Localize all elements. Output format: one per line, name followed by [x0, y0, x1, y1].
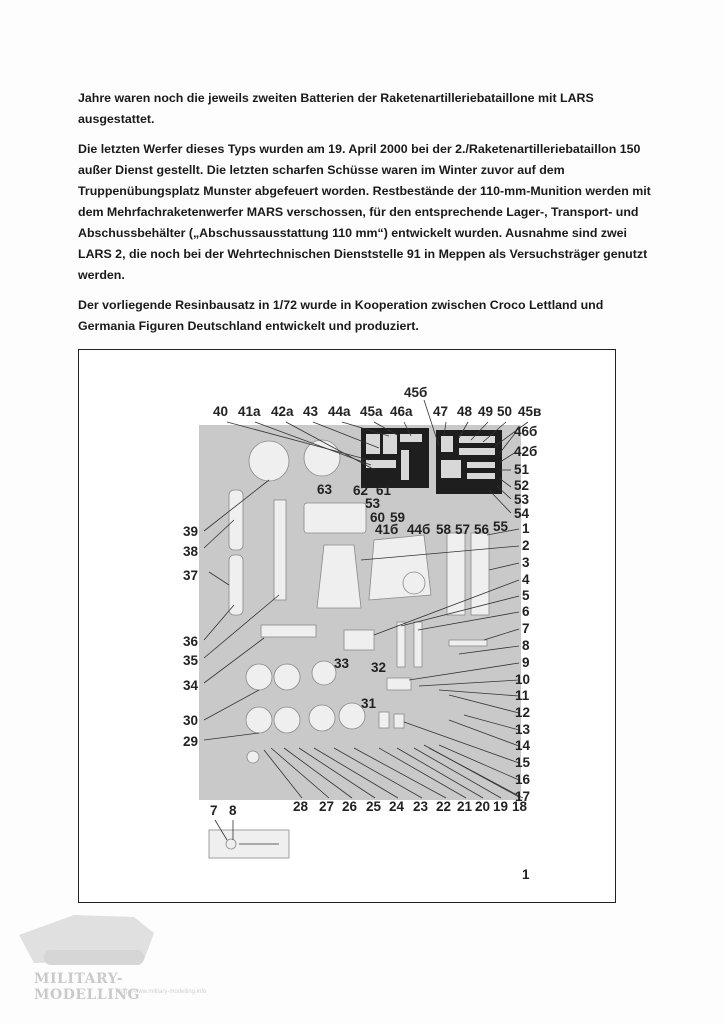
callout-9: 9	[522, 655, 530, 670]
callout-34: 34	[183, 678, 199, 693]
callout-42a: 42a	[271, 404, 294, 419]
callout-57: 57	[455, 522, 471, 537]
callout-48: 48	[457, 404, 473, 419]
callout-46a: 46a	[390, 404, 413, 419]
callout-56: 56	[474, 522, 490, 537]
callout-25: 25	[366, 799, 382, 814]
paragraph-2: Die letzten Werfer dieses Typs wurden am 19. April 2000 bei der 2./Raketenartilleriebataillon 150 außer Dienst gestellt. Die letzten scharfen Schüsse waren im Winter zuvor auf dem Truppenübungsplatz Munster abgefeuert worden. Restbestände der 110-mm-Munition werden mit dem Mehrfachraketenwerfer MARS verschossen, für den entsprechende Lager-, Transport- und Abschussbehälter („Abschussausstattung 110 mm“) entwickelt wurden. Ausnahme sind zwei LARS 2, die noch bei der Wehrtechnischen Dienststelle 91 in Meppen als Versuchsträger genutzt werden.	[78, 142, 651, 282]
part-3	[447, 533, 465, 615]
callout-3: 3	[522, 555, 530, 570]
left-callouts	[183, 524, 199, 749]
callout-41a: 41a	[238, 404, 261, 419]
small-part-28	[247, 751, 259, 763]
callout-31: 31	[361, 696, 377, 711]
callout-inset-8: 8	[229, 803, 237, 818]
callout-30: 30	[183, 713, 199, 728]
part-38	[229, 490, 243, 550]
callout-60: 60	[370, 510, 386, 525]
callout-43: 43	[303, 404, 319, 419]
part-3b	[471, 533, 489, 615]
part-31	[379, 712, 389, 728]
paragraph-1: Jahre waren noch die jeweils zweiten Batterien der Raketenartilleriebataillone mit LARS ausgestattet.	[78, 91, 594, 126]
callout-51: 51	[514, 462, 530, 477]
wheel-29b	[274, 707, 300, 733]
callout-37: 37	[183, 568, 199, 583]
callout-4: 4	[522, 572, 530, 587]
part-4	[344, 630, 374, 650]
callout-inset-7: 7	[210, 803, 218, 818]
callout-24: 24	[389, 799, 405, 814]
watermark-text: MILITARY-MODELLING	[34, 971, 140, 1003]
paragraph-3: Der vorliegende Resinbausatz in 1/72 wurde in Kooperation zwischen Croco Lettland und Germania Figuren Deutschland entwickelt und produziert.	[78, 298, 604, 333]
top-callouts	[213, 385, 541, 419]
callout-59: 59	[390, 510, 406, 525]
watermark	[14, 905, 214, 1015]
watermark-subtext: http://www.military-modelling.info	[119, 989, 207, 995]
wheel-part-41	[304, 440, 340, 476]
callout-17: 17	[515, 789, 531, 804]
callout-14: 14	[515, 738, 531, 753]
callout-62: 62	[353, 483, 369, 498]
callout-12: 12	[515, 705, 531, 720]
frame-part-35	[274, 500, 286, 600]
callout-40: 40	[213, 404, 229, 419]
callout-21: 21	[457, 799, 473, 814]
callout-32: 32	[371, 660, 387, 675]
callout-63: 63	[317, 482, 333, 497]
callout-54: 54	[514, 506, 530, 521]
callout-35: 35	[183, 653, 199, 668]
callout-55: 55	[493, 519, 509, 534]
callout-39: 39	[183, 524, 199, 539]
callout-19: 19	[493, 799, 509, 814]
callout-2: 2	[522, 538, 530, 553]
callout-45v: 45в	[518, 404, 542, 419]
parts-diagram	[79, 350, 617, 904]
callout-11: 11	[515, 688, 530, 703]
callout-44a: 44a	[328, 404, 351, 419]
wheel-30a	[246, 664, 272, 690]
callout-50: 50	[497, 404, 513, 419]
callout-49: 49	[478, 404, 494, 419]
wheel-29c	[309, 705, 335, 731]
callout-45a: 45a	[360, 404, 383, 419]
callout-23: 23	[413, 799, 429, 814]
callout-18: 18	[512, 799, 528, 814]
callout-45b: 45б	[404, 385, 428, 400]
callout-5: 5	[522, 588, 530, 603]
callout-28: 28	[293, 799, 309, 814]
part-63	[304, 503, 366, 533]
figure-page-number: 1	[522, 867, 530, 882]
callout-44b: 44б	[407, 522, 431, 537]
bottom-callouts	[293, 799, 528, 814]
part-10	[387, 678, 411, 690]
callout-27: 27	[319, 799, 335, 814]
inset-wheel	[226, 839, 236, 849]
wheel-29a	[246, 707, 272, 733]
callout-20: 20	[475, 799, 491, 814]
callout-36: 36	[183, 634, 199, 649]
part-2	[317, 545, 361, 608]
callout-33: 33	[334, 656, 350, 671]
part-5	[397, 622, 405, 667]
callout-52: 52	[514, 478, 530, 493]
part-36	[229, 555, 243, 615]
callout-46b: 46б	[514, 424, 538, 439]
callout-8: 8	[522, 638, 530, 653]
wheel-part-40	[249, 441, 289, 481]
wheel-33	[312, 661, 336, 685]
callout-7: 7	[522, 621, 530, 636]
callout-22: 22	[436, 799, 452, 814]
wheel-30b	[274, 664, 300, 690]
tank-watermark-icon	[14, 905, 214, 975]
cab-hatch	[403, 572, 425, 594]
callout-61: 61	[376, 483, 392, 498]
part-34	[261, 625, 316, 637]
callout-41b: 41б	[375, 522, 399, 537]
callout-53-right: 53	[514, 492, 530, 507]
callout-38: 38	[183, 544, 199, 559]
callout-47: 47	[433, 404, 449, 419]
callout-13: 13	[515, 722, 531, 737]
callout-53-inner: 53	[365, 496, 381, 511]
part-6	[414, 622, 422, 667]
parts-diagram-figure	[78, 349, 616, 903]
part-7	[449, 640, 487, 646]
callout-6: 6	[522, 604, 530, 619]
callout-26: 26	[342, 799, 358, 814]
callout-16: 16	[515, 772, 531, 787]
body-text	[78, 88, 658, 346]
callout-58: 58	[436, 522, 452, 537]
callout-15: 15	[515, 755, 531, 770]
callout-42b: 42б	[514, 444, 538, 459]
callout-10: 10	[515, 672, 531, 687]
callout-1: 1	[522, 521, 530, 536]
callout-29: 29	[183, 734, 199, 749]
part-15	[394, 714, 404, 728]
